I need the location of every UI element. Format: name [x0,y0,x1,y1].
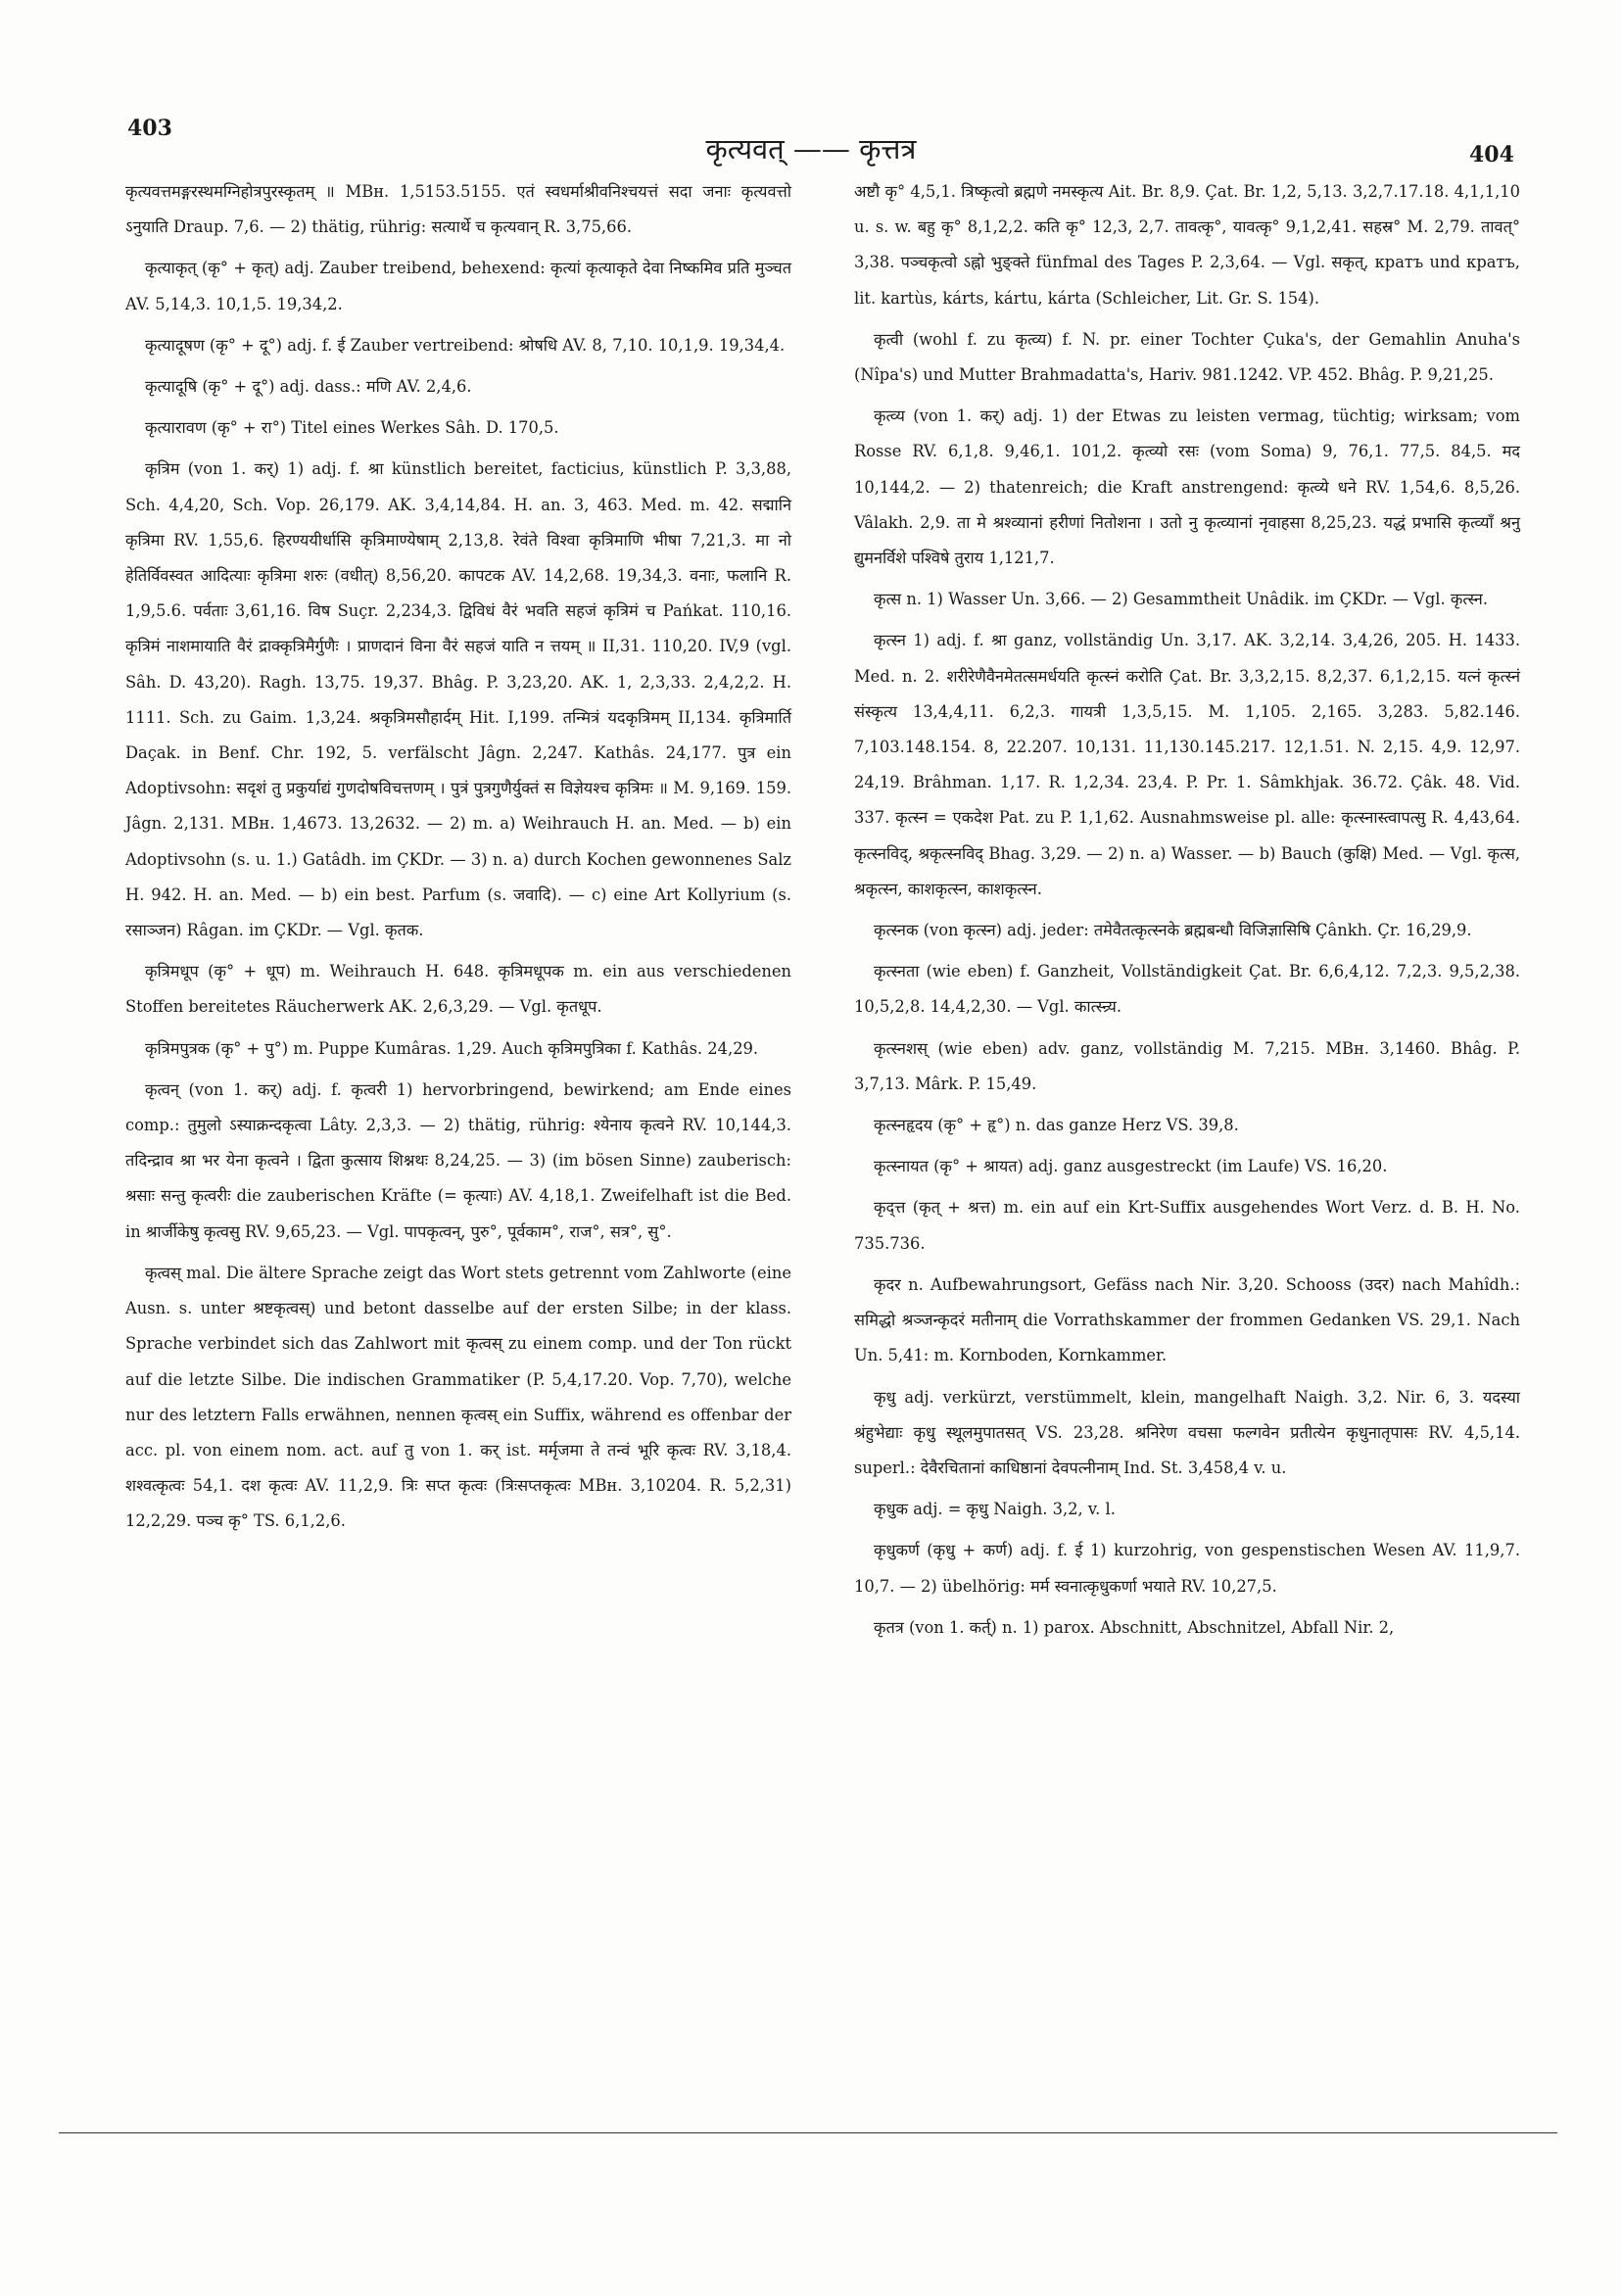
left-column [125,174,791,1546]
entry: कृत्यादूषि (कृ° + दू°) adj. dass.: मणि AV. 2,4,6. [145,377,472,397]
entry: अष्टौ कृ° 4,5,1. त्रिष्कृत्वो ब्रह्मणे नमस्कृत्य Ait. Br. 8,9. Çat. Br. 1,2, 5,13. 3,2,7.17.18. 4,1,1,10 u. s. w. बहु कृ° 8,1,2,2. कति कृ° 12,3, 2,7. तावत्कृ°, यावत्कृ° 9,1,2,41. सहस्र° M. 2,79. तावत्° 3,38. पञ्चकृत्वो ऽह्नो भुङ्क्ते fünfmal des Tages P. 2,3,64. — Vgl. सकृत्, кратъ und кратъ, lit. kartùs, kárts, kártu, kárta (Schleicher, Lit. Gr. S. 154). [854,182,1520,308]
entry: कृदर n. Aufbewahrungsort, Gefäss nach Nir. 3,20. Schooss (उदर) nach Mahîdh.: समिद्धो श्रञ्जन्कृदरं मतीनाम् die Vorrathskammer der frommen Gedanken VS. 29,1. Nach Un. 5,41: m. Kornboden, Kornkammer. [854,1274,1520,1365]
entry: कृत्वन् (von 1. कर्) adj. f. कृत्वरी 1) hervorbringend, bewirkend; am Ende eines comp.: तुमुलो ऽस्याक्रन्दकृत्वा Lâty. 2,3,3. — 2) thätig, rührig: श्येनाय कृत्वने RV. 10,144,3. तदिन्द्राव श्रा भर येना कृत्वने । द्विता कुत्साय शिश्नथः 8,24,25. — 3) (im bösen Sinne) zauberisch: श्रसाः सन्तु कृत्वरीः die zauberischen Kräfte (= कृत्याः) AV. 4,18,1. Zweifelhaft ist die Bed. in श्रार्जीकेषु कृत्वसु RV. 9,65,23. — Vgl. पापकृत्वन्, पुरु°, पूर्वकाम°, राज°, सत्र°, सु°. [125,1079,791,1241]
entry: कृधुक adj. = कृधु Naigh. 3,2, v. l. [874,1500,1116,1519]
entry: कृत्रिमपुत्रक (कृ° + पु°) m. Puppe Kumâras. 1,29. Auch कृत्रिमपुत्रिका f. Kathâs. 24,29. [145,1038,759,1058]
entry: कृत्यारावण (कृ° + रा°) Titel eines Werkes Sâh. D. 170,5. [145,418,559,438]
entry: कृत्स्नक (von कृत्स्न) adj. jeder: तमेवैतत्कृत्स्नके ब्रह्मबन्धौ विजिज्ञासिषि Çânkh. Çr. 16,29,9. [874,921,1472,940]
right-column [854,174,1520,1651]
entry: कृधुकर्ण (कृधु + कर्ण) adj. f. ई 1) kurzohrig, von gespenstischen Wesen AV. 11,9,7. 10,7. — 2) übelhörig: मर्म स्वनात्कृधुकर्णा भयाते RV. 10,27,5. [854,1541,1520,1596]
entry: कृत्स्नता (wie eben) f. Ganzheit, Vollständigkeit Çat. Br. 6,6,4,12. 7,2,3. 9,5,2,38. 10,5,2,8. 14,4,2,30. — Vgl. कात्स्न्र्य. [854,962,1520,1017]
page-number-right: 404 [1469,142,1514,167]
entry: कृत्स्नायत (कृ° + श्रायत) adj. ganz ausgestreckt (im Laufe) VS. 16,20. [874,1157,1388,1176]
entry: कृत्यादूषण (कृ° + दू°) adj. f. ई Zauber vertreibend: श्रोषधि AV. 8, 7,10. 10,1,9. 19,34,4. [145,335,786,355]
entry: कृत्व्य (von 1. कर्) adj. 1) der Etwas zu leisten vermag, tüchtig; wirksam; vom Rosse RV. 6,1,8. 9,46,1. 101,2. कृत्व्यो रसः (vom Soma) 9, 76,1. 77,5. 84,5. मद 10,144,2. — 2) thatenreich; die Kraft anstrengend: कृत्व्ये धने RV. 1,54,6. 8,5,26. Vâlakh. 2,9. ता मे श्रश्व्यानां हरीणां नितोशना । उतो नु कृत्व्यानां नृवाहसा 8,25,23. यद्धं प्रभासि कृत्व्याँ श्रनु द्युमनर्विशे पश्विषे तुराय 1,121,7. [854,407,1520,568]
entry: कृत्वस् mal. Die ältere Sprache zeigt das Wort stets getrennt vom Zahlworte (eine Ausn. s. unter श्रष्टकृत्वस्) und betont dasselbe auf der ersten Silbe; in der klass. Sprache verbindet sich das Zahlwort mit कृत्वस् zu einem comp. und der Ton rückt auf die letzte Silbe. Die indischen Grammatiker (P. 5,4,17.20. Vop. 7,70), welche nur des letztern Falls erwähnen, nennen कृत्वस् ein Suffix, während es offenbar der acc. pl. von einem nom. act. auf तु von 1. कर् ist. मर्मृजमा ते तन्वं भूरि कृत्वः RV. 3,18,4. शश्वत्कृत्वः 54,1. दश कृत्वः AV. 11,2,9. त्रिः सप्त कृत्वः (त्रिःसप्तकृत्वः MBн. 3,10204. R. 5,2,31) 12,2,29. पञ्च कृ° TS. 6,1,2,6. [125,1263,791,1531]
entry: कृत्यवत्तमङ्गरस्थमग्निहोत्रपुरस्कृतम् ॥ MBн. 1,5153.5155. एतं स्वधर्माश्रीवनिश्चयत्तं सदा जनाः कृत्यवत्तो ऽनुयाति Draup. 7,6. — 2) thätig, rührig: सत्यार्थे च कृत्यवान् R. 3,75,66. [125,182,791,237]
running-head: कृत्यवत् —— कृत्तत्र [705,132,917,166]
entry: कृत्याकृत् (कृ° + कृत्) adj. Zauber treibend, behexend: कृत्यां कृत्याकृते देवा निष्कमिव प्रति मुञ्चत AV. 5,14,3. 10,1,5. 19,34,2. [125,259,791,313]
page-number-left: 403 [127,116,172,141]
entry: कृतत्र (von 1. कर्त्) n. 1) parox. Abschnitt, Abschnitzel, Abfall Nir. 2, [874,1617,1395,1637]
entry: कृत्स्न 1) adj. f. श्रा ganz, vollständig Un. 3,17. AK. 3,2,14. 3,4,26, 205. H. 1433. Med. n. 2. शरीरेणैवैनमेतत्समर्धयति कृत्स्नं करोति Çat. Br. 3,3,2,15. 8,2,37. 6,1,2,15. यत्नं कृत्स्नं संस्कृत्य 13,4,4,11. 6,2,3. गायत्री 1,3,5,15. M. 1,105. 2,165. 3,283. 5,82.146. 7,103.148.154. 8, 22.207. 10,131. 11,130.145.217. 12,1.51. N. 2,15. 4,9. 12,97. 24,19. Brâhman. 1,17. R. 1,2,34. 23,4. P. Pr. 1. Sâmkhjak. 36.72. Çâk. 48. Vid. 337. कृत्स्न = एकदेश Pat. zu P. 1,1,62. Ausnahmsweise pl. alle: कृत्स्नास्त्वापत्सु R. 4,43,64. कृत्स्नविद्, श्रकृत्स्नविद् Bhag. 3,29. — 2) n. a) Wasser. — b) Bauch (कुक्षि) Med. — Vgl. कृत्स, श्रकृत्स्न, काशकृत्स्न, काशकृत्स्न. [854,631,1520,898]
entry: कृधु adj. verkürzt, verstümmelt, klein, mangelhaft Naigh. 3,2. Nir. 6, 3. यदस्या श्रंहुभेद्याः कृधु स्थूलमुपातसत् VS. 23,28. श्रनिरेण वचसा फल्गवेन प्रतीत्येन कृधुनातृपासः RV. 4,5,14. superl.: देवैरचितानां काधिष्ठानां देवपत्नीनाम् Ind. St. 3,458,4 v. u. [854,1387,1520,1477]
entry: कृत्स n. 1) Wasser Un. 3,66. — 2) Gesammtheit Unâdik. im ÇKDr. — Vgl. कृत्स्न. [874,590,1489,609]
entry: कृत्रिमधूप (कृ° + धूप) m. Weihrauch H. 648. कृत्रिमधूपक m. ein aus verschiedenen Stoffen bereitetes Räucherwerk AK. 2,6,3,29. — Vgl. कृतधूप. [125,962,791,1017]
footer-rule [59,2132,1557,2133]
entry: कृद्त्त (कृत् + श्रत्त) m. ein auf ein Krt-Suffix ausgehendes Wort Verz. d. B. H. No. 735.736. [854,1198,1520,1253]
entry: कृत्स्नशस् (wie eben) adv. ganz, vollständig M. 7,215. MBн. 3,1460. Bhâg. P. 3,7,13. Mârk. P. 15,49. [854,1038,1520,1093]
entry: कृत्स्नहृदय (कृ° + हृ°) n. das ganze Herz VS. 39,8. [874,1116,1239,1135]
entry: कृत्वी (wohl f. zu कृत्व्य) f. N. pr. einer Tochter Çuka's, der Gemahlin Anuha's (Nîpa's) und Mutter Brahmadatta's, Hariv. 981.1242. VP. 452. Bhâg. P. 9,21,25. [854,329,1520,385]
entry: कृत्रिम (von 1. कर्) 1) adj. f. श्रा künstlich bereitet, facticius, künstlich P. 3,3,88, Sch. 4,4,20, Sch. Vop. 26,179. AK. 3,4,14,84. H. an. 3, 463. Med. m. 42. सद्मानि कृत्रिमा RV. 1,55,6. हिरण्ययीर्धासि कृत्रिमाण्येषाम् 2,13,8. रेवंते विश्वा कृत्रिमाणि भीषा 7,21,3. मा नो हेतिर्विवस्वत आदित्याः कृत्रिमा शरुः (वधीत्) 8,56,20. कापटक AV. 14,2,68. 19,34,3. वनाः, फलानि R. 1,9,5.6. पर्वताः 3,61,16. विष Suçr. 2,234,3. द्विविधं वैरं भवति सहजं कृत्रिमं च Pańkat. 110,16. कृत्रिमं नाशमायाति वैरं द्राक्कृत्रिमैर्गुणैः । प्राणदानं विना वैरं सहजं याति न त्तयम् ॥ II,31. 110,20. IV,9 (vgl. Sâh. D. 43,20). Ragh. 13,75. 19,37. Bhâg. P. 3,23,20. AK. 1, 2,3,33. 2,4,2,2. H. 1111. Sch. zu Gaim. 1,3,24. श्रकृत्रिमसौहार्दम् Hit. I,199. तन्मित्रं यदकृत्रिमम् II,134. कृत्रिमार्ति Daçak. in Benf. Chr. 192, 5. verfälscht Jâgn. 2,247. Kathâs. 24,177. पुत्र ein Adoptivsohn: सदृशं तु प्रकुर्याद्यं गुणदोषविचत्तणम् । पुत्रं पुत्रगुणैर्युक्तं स विज्ञेयश्च कृत्रिमः ॥ M. 9,169. 159. Jâgn. 2,131. MBн. 1,4673. 13,2632. — 2) m. a) Weihrauch H. an. Med. — b) ein Adoptivsohn (s. u. 1.) Gatâdh. im ÇKDr. — 3) n. a) durch Kochen gewonnenes Salz H. 942. H. an. Med. — b) ein best. Parfum (s. जवादि). — c) eine Art Kollyrium (s. रसाञ्जन) Râgan. im ÇKDr. — Vgl. कृतक. [125,459,791,940]
